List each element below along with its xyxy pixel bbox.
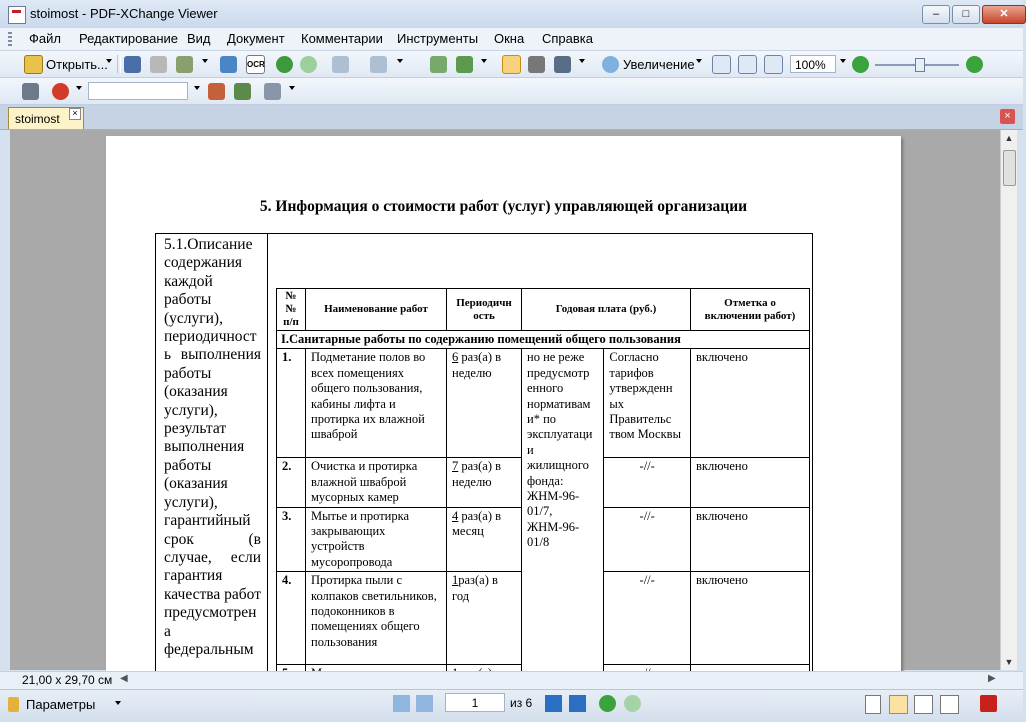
header-name: Наименование работ (306, 289, 447, 331)
scroll-left-icon[interactable]: ◀ (120, 673, 128, 684)
zoom-in-button[interactable] (966, 55, 983, 73)
highlight-button[interactable] (264, 82, 281, 100)
section-row (277, 331, 810, 349)
find-next-icon (234, 83, 251, 100)
single-page-icon[interactable] (865, 695, 881, 714)
export-button[interactable] (456, 55, 473, 73)
tab-label: stoimost (15, 112, 60, 126)
undo-button[interactable] (332, 55, 349, 73)
row-num: 4. (277, 572, 306, 665)
hand-tool-button[interactable] (502, 55, 521, 73)
ocr-button[interactable] (246, 55, 265, 73)
menu-comments[interactable]: Комментарии (301, 31, 383, 46)
table-header-row (277, 289, 810, 331)
row-num: 2. (277, 458, 306, 507)
actual-size-button[interactable] (712, 55, 731, 73)
menu-edit[interactable]: Редактирование (79, 31, 179, 46)
redo-button[interactable] (370, 55, 387, 73)
title-bar (0, 0, 1023, 29)
vertical-scrollbar[interactable] (1000, 130, 1017, 670)
row-mark: включено (691, 349, 810, 458)
open-dropdown-icon[interactable] (106, 59, 112, 63)
find-previous-button[interactable] (208, 82, 225, 100)
left-description-cell (156, 234, 268, 714)
period-unit: раз(а) в год (452, 573, 498, 603)
folder-icon (24, 55, 43, 74)
period-unit: раз(а) в неделю (452, 459, 502, 489)
main-toolbar (0, 51, 1023, 78)
spell-check-icon (52, 83, 69, 100)
header-mark: Отметка о включении работ) (691, 289, 810, 331)
fit-width-icon (764, 55, 783, 74)
open-label: Открыть... (46, 56, 108, 72)
scroll-up-icon[interactable]: ▲ (1004, 133, 1014, 143)
rotate-button[interactable] (430, 55, 447, 73)
zoom-icon (602, 56, 619, 73)
export-dropdown-icon[interactable] (481, 59, 487, 63)
section-title: I.Санитарные работы по содержанию помещений общего пользования (277, 331, 810, 349)
page-size-label: 21,00 x 29,70 см (22, 673, 113, 687)
row-period (447, 349, 522, 458)
email-icon (220, 56, 237, 73)
email-button[interactable] (220, 55, 237, 73)
zoom-slider-thumb[interactable] (915, 58, 925, 72)
scroll-down-icon[interactable]: ▼ (1004, 657, 1014, 667)
outer-table (155, 233, 813, 713)
save-icon (124, 56, 141, 73)
zoom-dropdown-icon[interactable] (696, 59, 702, 63)
fit-page-icon (738, 55, 757, 74)
menu-bar (0, 28, 1023, 51)
print-icon (150, 56, 167, 73)
text-select-dropdown-icon[interactable] (579, 59, 585, 63)
tab-close-icon[interactable]: × (69, 108, 81, 120)
save-button[interactable] (124, 55, 141, 73)
binoculars-icon (22, 83, 39, 100)
back-arrow-icon (276, 56, 293, 73)
scan-icon (176, 56, 193, 73)
next-view-icon[interactable] (624, 695, 641, 712)
document-title: 5. Информация о стоимости работ (услуг) управляющей организации (259, 198, 748, 215)
period-count: 1 (452, 573, 459, 588)
tab-stoimost[interactable] (8, 107, 84, 129)
row-tariff: -//- (604, 458, 691, 507)
print-button[interactable] (150, 55, 167, 73)
scroll-right-icon[interactable]: ▶ (988, 673, 996, 684)
row-period (447, 507, 522, 572)
page-count-label: из 6 (510, 696, 533, 710)
parameters-icon (8, 697, 19, 712)
row-period (447, 572, 522, 665)
parameters-button[interactable]: Параметры (26, 697, 96, 712)
find-previous-icon (208, 83, 225, 100)
toolbar-grip-icon (8, 32, 12, 46)
header-fee: Годовая плата (руб.) (522, 289, 691, 331)
menu-tools[interactable]: Инструменты (397, 31, 479, 46)
last-page-icon[interactable] (569, 695, 586, 712)
export-icon (456, 56, 473, 73)
continuous-page-icon[interactable] (889, 695, 908, 714)
period-count: 7 (452, 459, 459, 474)
snapshot-button[interactable] (528, 55, 545, 73)
facing-pages-icon[interactable] (914, 695, 933, 714)
zoom-out-icon (852, 56, 869, 73)
period-count: 4 (452, 508, 459, 523)
app-icon (8, 6, 26, 24)
zoom-out-button[interactable] (852, 55, 869, 73)
row-name: Подметание полов во всех помещениях общего пользования, кабины лифта и протирка их влажной шваброй (306, 349, 447, 458)
works-table (276, 288, 810, 708)
document-tab-strip (0, 105, 1023, 130)
highlight-dropdown-icon[interactable] (289, 86, 295, 90)
maximize-button[interactable]: □ (952, 5, 980, 24)
row-name: Мытье и протирка закрывающих устройств мусоропровода (306, 507, 447, 572)
find-button[interactable] (22, 82, 39, 100)
camera-icon (528, 56, 545, 73)
status-bar (0, 689, 1023, 722)
secondary-toolbar (0, 78, 1023, 105)
row-tariff: -//- (604, 507, 691, 572)
row-period (447, 458, 522, 507)
parameters-dropdown-icon[interactable] (115, 701, 121, 705)
text-select-icon (554, 56, 571, 73)
period-count: 6 (452, 350, 459, 365)
forward-arrow-icon (300, 56, 317, 73)
row-mark: включено (691, 572, 810, 665)
menu-file[interactable]: Файл (29, 31, 61, 46)
menu-document[interactable]: Документ (227, 31, 285, 46)
close-document-icon[interactable]: × (1000, 109, 1015, 124)
horizontal-scrollbar[interactable] (0, 671, 1023, 689)
redo-icon (370, 56, 387, 73)
zoom-slider[interactable] (875, 64, 959, 66)
ocr-icon: OCR (246, 55, 265, 74)
document-view[interactable] (10, 130, 1000, 670)
row-num: 3. (277, 507, 306, 572)
row-mark: включено (691, 458, 810, 507)
scroll-thumb[interactable] (1003, 150, 1016, 186)
back-button[interactable] (276, 55, 293, 73)
row-tariff: Согласно тарифов утвержденн ых Правительс твом Москвы (604, 349, 691, 458)
header-num: № № п/п (277, 289, 306, 331)
spell-check-dropdown-icon[interactable] (76, 86, 82, 90)
spell-check-button[interactable] (52, 82, 69, 100)
menu-windows[interactable]: Окна (494, 31, 525, 46)
redo-dropdown-icon[interactable] (397, 59, 403, 63)
pdf-icon[interactable] (980, 695, 997, 712)
row-tariff: -//- (604, 572, 691, 665)
period-unit: раз(а) в неделю (452, 350, 502, 380)
page-number-input[interactable]: 1 (445, 693, 505, 712)
rotate-icon (430, 56, 447, 73)
minimize-button[interactable]: ‒ (922, 5, 950, 24)
separator (117, 55, 121, 73)
scan-dropdown-icon[interactable] (202, 59, 208, 63)
close-button[interactable]: ✕ (982, 5, 1026, 24)
period-unit: раз(а) в месяц (452, 508, 502, 539)
forward-button[interactable] (300, 55, 317, 73)
previous-page-icon[interactable] (416, 695, 433, 712)
actual-size-icon (712, 55, 731, 74)
filter-icon (264, 83, 281, 100)
header-period: Периодичн ость (447, 289, 522, 331)
text-select-button[interactable] (554, 55, 571, 73)
table-row (277, 349, 810, 458)
fee-merged-cell: но не реже предусмотр енного нормативам и* по эксплуатаци и жилищного фонда: ЖНМ-96-01/7, ЖНМ-96-01/8 (522, 349, 604, 708)
zoom-in-icon (966, 56, 983, 73)
find-next-button[interactable] (234, 82, 251, 100)
zoom-level-dropdown-icon[interactable] (840, 59, 846, 63)
fit-page-button[interactable] (738, 55, 757, 73)
scan-button[interactable] (176, 55, 193, 73)
row-num: 1. (277, 349, 306, 458)
left-description-text: 5.1.Описание содержания каждой работы (услуги), периодичност ь выполнения работы (оказания услуги), результат выполнения работы (оказания услуги), гарантийный срок (в случае, если гарантия качества работ предусмотрен а федеральным (164, 236, 261, 658)
row-name: Протирка пыли с колпаков светильников, подоконников в помещениях общего пользования (306, 572, 447, 665)
previous-view-icon[interactable] (599, 695, 616, 712)
row-name: Очистка и протирка влажной шваброй мусорных камер (306, 458, 447, 507)
open-button[interactable] (24, 55, 108, 73)
row-mark: включено (691, 507, 810, 572)
search-dropdown-icon[interactable] (194, 86, 200, 90)
zoom-label: Увеличение (623, 56, 695, 72)
menu-help[interactable]: Справка (542, 31, 593, 46)
window-title: stoimost - PDF-XChange Viewer (30, 6, 218, 21)
pdf-page (106, 136, 901, 696)
menu-view[interactable]: Вид (187, 31, 211, 46)
fit-width-button[interactable] (764, 55, 783, 73)
search-input[interactable] (88, 82, 188, 100)
undo-icon (332, 56, 349, 73)
continuous-facing-icon[interactable] (940, 695, 959, 714)
zoom-tool-button[interactable] (602, 55, 695, 73)
hand-icon (502, 55, 521, 74)
next-page-icon[interactable] (545, 695, 562, 712)
first-page-icon[interactable] (393, 695, 410, 712)
zoom-level-field[interactable]: 100% (790, 55, 836, 73)
